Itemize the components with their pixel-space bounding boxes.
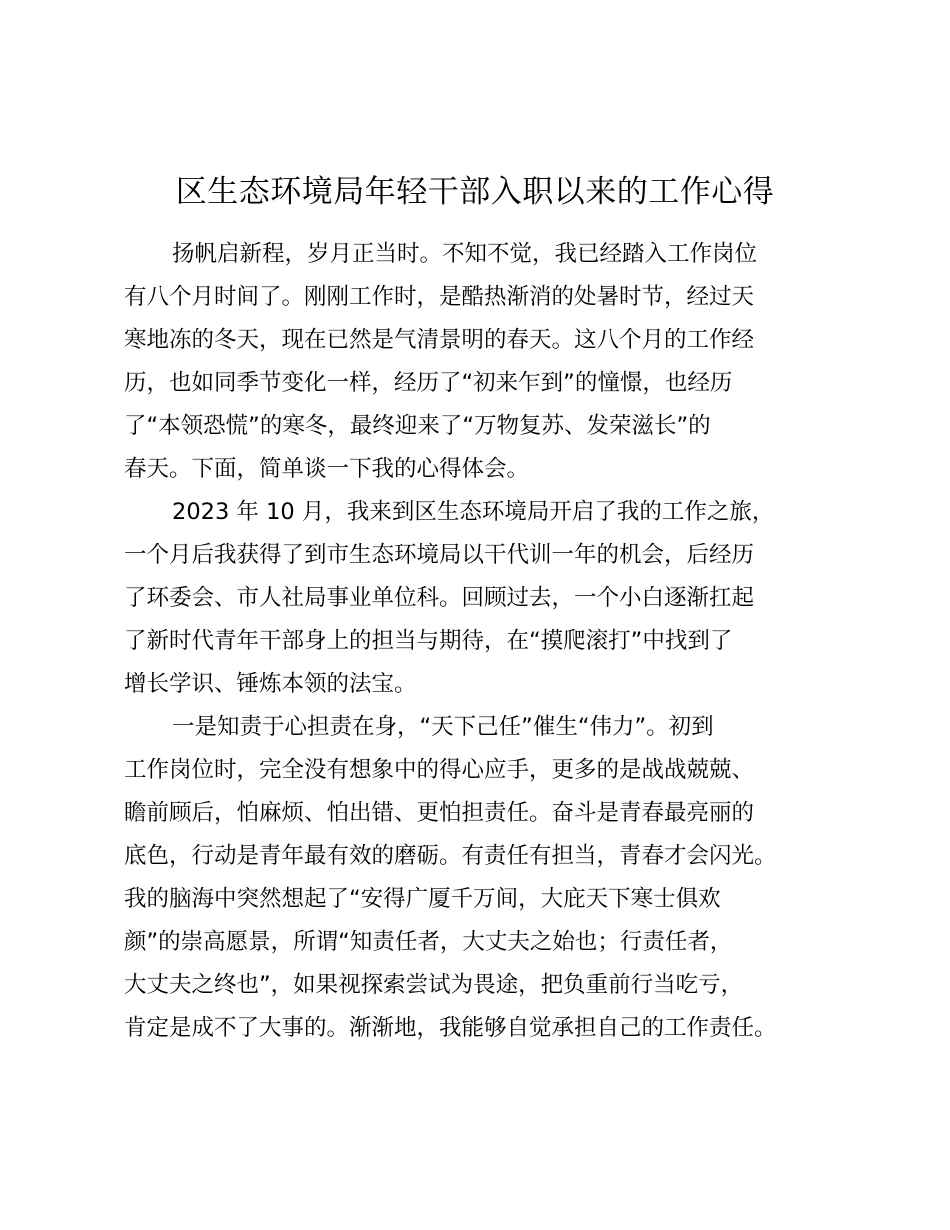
paragraph-line: 了“本领恐慌”的寒冬，最终迎来了“万物复苏、发荣滋长”的 <box>124 413 711 439</box>
paragraph-line: 扬帆启新程，岁月正当时。不知不觉，我已经踏入工作岗位 <box>172 241 758 267</box>
paragraph-line: 我的脑海中突然想起了“安得广厦千万间，大庇天下寒士俱欢 <box>124 886 721 912</box>
paragraph-line: 底色，行动是青年最有效的磨砺。有责任有担当，青春才会闪光。 <box>124 843 777 869</box>
paragraph-line: 春天。下面，简单谈一下我的心得体会。 <box>124 456 530 482</box>
paragraph-line: 大丈夫之终也”，如果视探索尝试为畏途，把负重前行当吃亏， <box>124 972 744 998</box>
paragraph-line: 增长学识、锤炼本领的法宝。 <box>124 671 417 697</box>
paragraph-line: 了新时代青年干部身上的担当与期待，在“摸爬滚打”中找到了 <box>124 628 733 654</box>
paragraph-line: 寒地冻的冬天，现在已然是气清景明的春天。这八个月的工作经 <box>124 327 755 353</box>
paragraph-line: 肯定是成不了大事的。渐渐地，我能够自觉承担自己的工作责任。 <box>124 1015 777 1041</box>
document-body <box>124 233 836 1050</box>
paragraph-line: 瞻前顾后，怕麻烦、怕出错、更怕担责任。奋斗是青春最亮丽的 <box>124 800 755 826</box>
paragraph-line: 颜”的崇高愿景，所谓“知责任者，大丈夫之始也；行责任者， <box>124 929 733 955</box>
paragraph-line: 历，也如同季节变化一样，经历了“初来乍到”的憧憬，也经历 <box>124 370 733 396</box>
paragraph-line: 一是知责于心担责在身，“天下己任”催生“伟力”。初到 <box>172 714 714 740</box>
document-title: 区生态环境局年轻干部入职以来的工作心得 <box>175 174 775 210</box>
paragraph-line: 了环委会、市人社局事业单位科。回顾过去，一个小白逐渐扛起 <box>124 585 755 611</box>
paragraph-line: 2023 年 10 月，我来到区生态环境局开启了我的工作之旅， <box>172 499 775 525</box>
paragraph-line: 有八个月时间了。刚刚工作时，是酷热渐消的处暑时节，经过天 <box>124 284 755 310</box>
paragraph-line: 一个月后我获得了到市生态环境局以干代训一年的机会，后经历 <box>124 542 755 568</box>
paragraph-line: 工作岗位时，完全没有想象中的得心应手，更多的是战战兢兢、 <box>124 757 755 783</box>
